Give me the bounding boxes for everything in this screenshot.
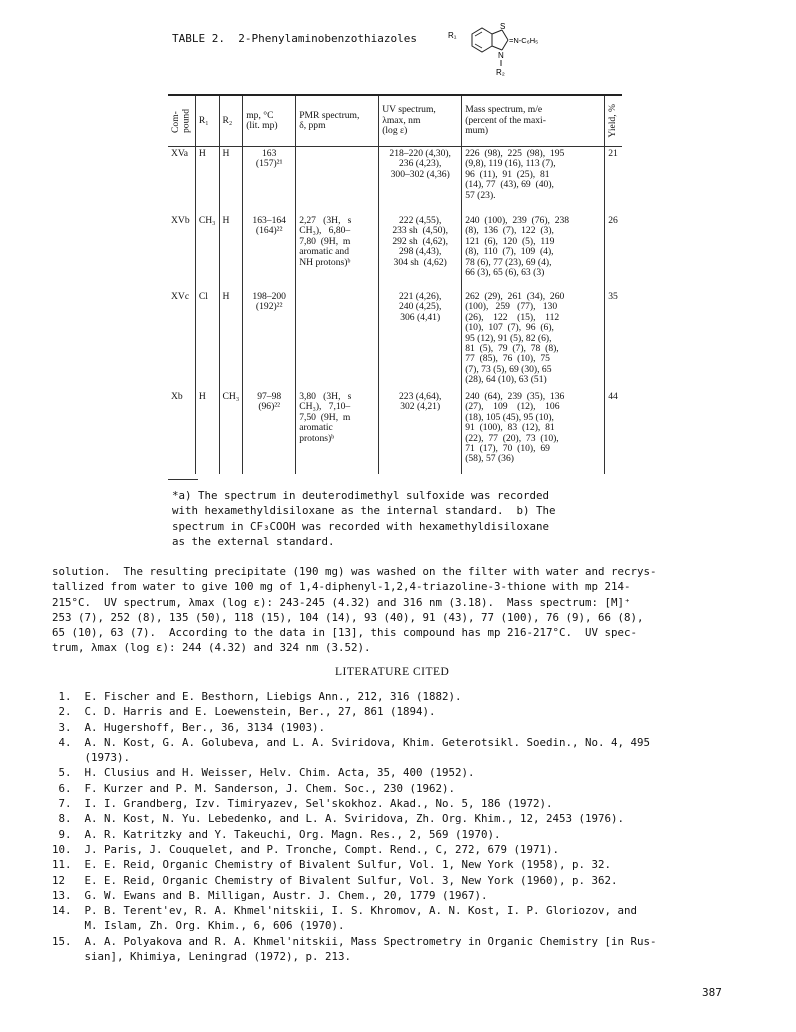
row-compound: XVc: [171, 291, 190, 302]
row-compound: XVa: [171, 148, 189, 159]
table-header-row: [168, 95, 622, 147]
row-r1: H: [198, 391, 206, 402]
reference-item: 12 E. E. Reid, Organic Chemistry of Bivalent Sulfur, Vol. 3, New York (1960), p. 362.: [52, 873, 618, 887]
row-mass: 262 (29), 261 (34), 260 (100), 259 (77), 130 (26), 122 (15), 112 (10), 107 (7), 96 (6), 95 (12), 91 (5), 82 (6), 81 (5), 79 (7), 78 (8), 77 (85), 76 (10), 75 (7), 73 (5), 69 (30), 65 (28), 64 (10), 63 (51): [465, 291, 565, 386]
reference-item: 13. G. W. Ewans and B. Milligan, Austr. J. Chem., 20, 1779 (1967).: [52, 888, 488, 902]
table-row: [168, 214, 622, 290]
row-uv: 222 (4,55), 233 sh (4,50), 292 sh (4,62), 298 (4,43), 304 sh (4,62): [392, 215, 449, 268]
header-mp: mp, °C (lit. mp): [246, 109, 278, 131]
row-r1: Cl: [198, 291, 208, 302]
row-mass: 240 (100), 239 (76), 238 (8), 136 (7), 122 (3), 121 (6), 120 (5), 119 (8), 110 (7), 109 (4), 78 (6), 77 (23), 69 (4), 66 (3), 65 (6), 63 (3): [465, 215, 570, 279]
reference-item: 1. E. Fischer and E. Besthorn, Liebigs Ann., 212, 316 (1882).: [52, 690, 462, 703]
reference-item: 15. A. A. Polyakova and R. A. Khmel'nitskii, Mass Spectrometry in Organic Chemistry [in Rus- sian], Khimiya, Leningrad (1972), p. 213.: [52, 934, 657, 964]
header-uv: UV spectrum, λmax, nm (log ε): [382, 104, 436, 137]
row-uv: 218–220 (4,30), 236 (4,23), 300–302 (4,36): [389, 148, 451, 180]
structure-r1: R₁: [448, 31, 457, 40]
reference-item: 3. A. Hugershoff, Ber., 36, 3134 (1903).: [52, 720, 326, 734]
reference-item: 10. J. Paris, J. Couquelet, and P. Tronche, Compt. Rend., C, 272, 679 (1971).: [52, 842, 560, 856]
row-uv: 223 (4,64), 302 (4,21): [399, 391, 442, 413]
row-mp: 163–164 (164)²²: [252, 215, 286, 237]
header-yield: Yield, %: [607, 104, 619, 138]
structure-s: S: [500, 22, 506, 31]
row-mp: 163 (157)²¹: [255, 148, 283, 170]
row-yield: 21: [608, 148, 618, 159]
header-r1: R₁: [198, 114, 209, 126]
row-mass: 226 (98), 225 (98), 195 (9,8), 119 (16), 113 (7), 96 (11), 91 (25), 81 (14), 77 (43), 69 (40), 57 (23).: [465, 148, 565, 201]
row-r1: CH₃: [198, 215, 216, 226]
row-yield: 44: [608, 391, 618, 402]
table-row: [168, 290, 622, 390]
row-pmr: 2,27 (3H, s CH₃), 6,80– 7,80 (9H, m aromatic and NH protons)ᵇ: [299, 215, 352, 268]
row-mp: 97–98 (96)²²: [257, 391, 282, 413]
structure-r2: R₂: [496, 68, 505, 77]
header-pmr: PMR spectrum, δ, ppm: [299, 109, 360, 131]
row-yield: 26: [608, 215, 618, 226]
body-paragraph: solution. The resulting precipitate (190 mg) was washed on the filter with water and recrys- tallized from water to give 100 mg of 1,4-diphenyl-1,2,4-triazoline-3-thione with mp 214- 215°C. UV spectrum, λmax (log ε): 243-245 (4.32) and 316 nm (3.18). Mass spectrum: [M]⁺ 253 (7), 252 (8), 135 (50), 118 (15), 104 (14), 93 (40), 91 (43), 77 (100), 76 (9), 66 (8), 65 (10), 63 (7). According to the data in [13], this compound has mp 216-217°C. UV spec- trum, λmax (log ε): 244 (4.32) and 324 nm (3.52).: [52, 565, 657, 655]
reference-item: 6. F. Kurzer and P. M. Sanderson, J. Chem. Soc., 230 (1962).: [52, 781, 456, 795]
reference-item: 7. I. I. Grandberg, Izv. Timiryazev, Sel'skokhoz. Akad., No. 5, 186 (1972).: [52, 797, 553, 811]
row-mass: 240 (64), 239 (35), 136 (27), 109 (12), 106 (18), 105 (45), 95 (10), 91 (100), 83 (12), 81 (22), 77 (20), 73 (10), 71 (17), 70 (10), 69 (58), 57 (36): [465, 391, 565, 465]
reference-list: [52, 689, 657, 964]
table-row: [168, 147, 622, 215]
row-compound: Xb: [171, 391, 183, 402]
table-footnote: *a) The spectrum in deuterodimethyl sulfoxide was recorded with hexamethyldisiloxane as the internal standard. b) The spectrum in CF₃COOH was recorded with hexamethyldisiloxane as the external standard.: [172, 489, 556, 548]
reference-item: 8. A. N. Kost, N. Yu. Lebedenko, and L. A. Sviridova, Zh. Org. Khim., 12, 2453 (1976).: [52, 812, 625, 826]
footnote-rule: [168, 479, 198, 480]
header-mass: Mass spectrum, m/e (percent of the maxi- mum): [465, 104, 546, 137]
row-pmr: 3,80 (3H, s CH₃), 7,10– 7,50 (9H, m aromatic protons)ᵇ: [299, 391, 352, 444]
reference-item: 2. C. D. Harris and E. Loewenstein, Ber., 27, 861 (1894).: [52, 705, 436, 719]
reference-item: 9. A. R. Katritzky and Y. Takeuchi, Org. Magn. Res., 2, 569 (1970).: [52, 827, 501, 841]
row-r1: H: [198, 148, 206, 159]
benzothiazole-structure: [448, 20, 568, 80]
row-r2: CH₃: [222, 391, 240, 402]
structure-n: N: [498, 51, 504, 60]
literature-title: LITERATURE CITED: [335, 666, 450, 678]
table-caption: TABLE 2. 2-Phenylaminobenzothiazoles: [172, 32, 418, 45]
header-r2: R₂: [222, 114, 233, 126]
reference-item: 11. E. E. Reid, Organic Chemistry of Bivalent Sulfur, Vol. 1, New York (1958), p. 32.: [52, 858, 612, 872]
row-mp: 198–200 (192)²²: [252, 291, 286, 313]
page-number: 387: [702, 986, 722, 999]
reference-item: 5. H. Clusius and H. Weisser, Helv. Chim. Acta, 35, 400 (1952).: [52, 766, 475, 780]
row-compound: XVb: [171, 215, 190, 226]
reference-item: 14. P. B. Terent'ev, R. A. Khmel'nitskii, I. S. Khromov, A. N. Kost, I. P. Gloriozov, and M. Islam, Zh. Org. Khim., 6, 606 (1970).: [52, 904, 638, 933]
data-table: [168, 94, 622, 474]
row-r2: H: [222, 291, 230, 302]
row-yield: 35: [608, 291, 618, 302]
table-row: [168, 390, 622, 474]
row-uv: 221 (4,26), 240 (4,25), 306 (4,41): [399, 291, 442, 323]
reference-item: 4. A. N. Kost, G. A. Golubeva, and L. A. Sviridova, Khim. Geterotsikl. Soedin., No. 4, 495 (1973).: [58, 735, 651, 765]
row-r2: H: [222, 148, 230, 159]
structure-substituent: =N-C₆H₅: [509, 36, 539, 45]
row-r2: H: [222, 215, 230, 226]
header-compound: Com- pound: [170, 109, 192, 133]
